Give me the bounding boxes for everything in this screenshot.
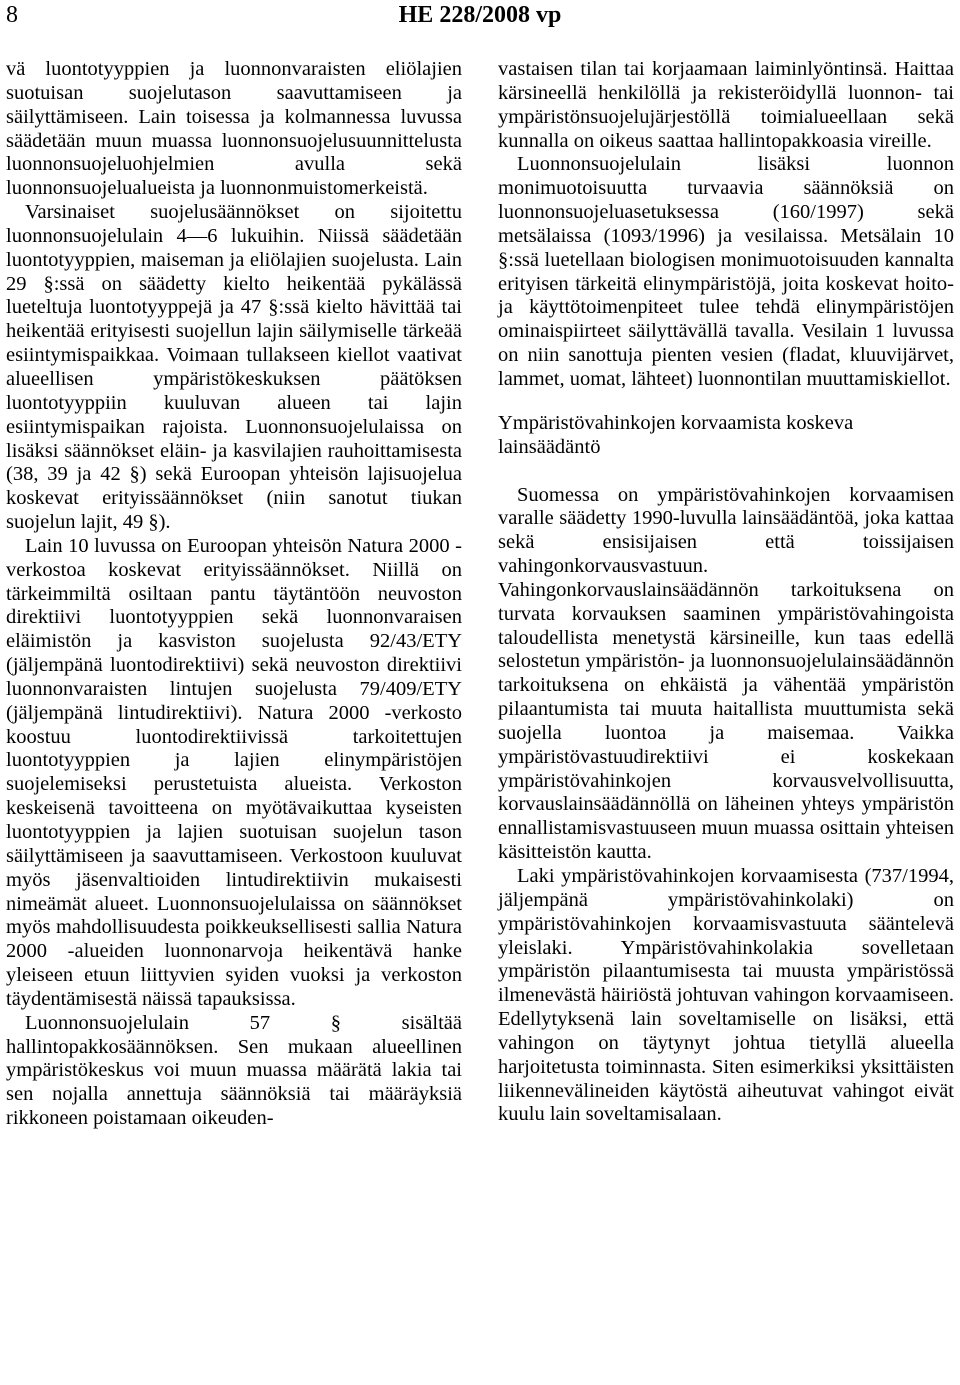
paragraph: Luonnonsuojelulain lisäksi luonnon monimuotoisuutta turvaavia säännöksiä on luonnonsuojeluasetuksessa (160/1997) sekä metsälaissa (1093/1996) ja vesilaissa. Metsälain 10 §:ssä luetellaan biologisen monimuotoisuuden kannalta erityisen tärkeitä elinympäristöjä, joita koskevat hoito- ja käyttötoimenpiteet tulee tehdä elinympäristöjen ominaispiirteet säilyttävällä tavalla. Vesilain 1 luvussa on niin sanottuja pienten vesien (fladat, kluuvijärvet, lammet, uomat, lähteet) luonnontilan muuttamiskiellot.	[498, 153, 954, 390]
paragraph: vä luontotyyppien ja luonnonvaraisten eliölajien suotuisan suojelutason saavuttamiseen ja säilyttämiseen. Lain toisessa ja kolmannessa luvussa säädetään muun muassa luonnonsuojelusuunnittelusta luonnonsuojeluohjelmien avulla sekä luonnonsuojelualueista ja luonnonmuistomerkeistä.	[6, 58, 462, 200]
paragraph: Varsinaiset suojelusäännökset on sijoitettu luonnonsuojelulain 4—6 lukuihin. Niissä säädetään luontotyyppien, maiseman ja eliölajien suojelusta. Lain 29 §:ssä on säädetty kielto heikentää pykälässä lueteltuja luontotyyppejä ja 47 §:ssä kielto hävittää tai heikentää erityisesti suojellun lajin säilymiselle tärkeää esiintymispaikkaa. Voimaan tullakseen kiellot vaativat alueellisen ympäristökeskuksen päätöksen luontotyyppiin kuuluvan alueen tai lajin esiintymispaikan rajoista. Luonnonsuojelulaissa on lisäksi säännökset eläin- ja kasvilajien rauhoittamisesta (38, 39 ja 42 §) sekä Euroopan yhteisön lajisuojelua koskevat erityissäännökset (niin sanotut tiukan suojelun lajit, 49 §).	[6, 201, 462, 534]
paragraph: Luonnonsuojelulain 57 § sisältää hallintopakkosäännöksen. Sen mukaan alueellinen ympäristökeskus voi muun muassa määrätä lakia tai sen nojalla annettuja säännöksiä tai määräyksiä rikkoneen poistamaan oikeuden-	[6, 1011, 462, 1130]
section-heading: Ympäristövahinkojen korvaamista koskeva lainsäädäntö	[498, 411, 854, 458]
paragraph: vastaisen tilan tai korjaamaan laiminlyöntinsä. Haittaa kärsineellä henkilöllä ja rekisteröidyllä luonnon- tai ympäristönsuojelujärjestöllä toimialueellaan sekä kunnalla on oikeus saattaa hallintopakkoasia vireille.	[498, 58, 954, 152]
document-code: HE 228/2008 vp	[398, 2, 562, 28]
paragraph: Laki ympäristövahinkojen korvaamisesta (737/1994, jäljempänä ympäristövahinkolaki) on ympäristövahinkojen korvaamisvastuuta sääntelevä yleislaki. Ympäristövahinkolakia sovelletaan ympäristön pilaantumisesta tai muusta ympäristössä ilmenevästä häiriöstä johtuvan vahingon korvaamiseen. Edellytyksenä lain soveltamiselle on lisäksi, että vahingon on täytynyt johtua tietyllä alueella harjoitetusta toiminnasta. Siten esimerkiksi yksittäisten liikennevälineiden käytöstä aiheutuvat vahingot eivät kuulu lain soveltamisalaan.	[498, 865, 954, 1126]
right-column	[498, 58, 954, 1127]
page-number: 8	[6, 2, 18, 28]
left-column	[6, 58, 462, 1131]
page-header	[0, 0, 960, 40]
paragraph: Suomessa on ympäristövahinkojen korvaamisen varalle säädetty 1990-luvulla lainsäädäntöä, joka kattaa sekä ensisijaisen että toissijaisen vahingonkorvausvastuun. Vahingonkorvauslainsäädännön tarkoituksena on turvata korvauksen saaminen ympäristövahingoista taloudellista menetystä kärsineille, kun taas edellä selostetun ympäristön- ja luonnonsuojelulainsäädännön tarkoituksena on ehkäistä ja vähentää ympäristön pilaantumista tai muuta haitallista muuttumista sekä suojella luontoa ja maisemaa. Vaikka ympäristövastuudirektiivi ei koskekaan ympäristövahinkojen korvausvelvollisuutta, korvauslainsäädännöllä on läheinen yhteys ympäristön ennallistamisvastuuseen muun muassa osittain yhteisen käsitteistön kautta.	[498, 483, 954, 864]
paragraph: Lain 10 luvussa on Euroopan yhteisön Natura 2000 -verkostoa koskevat erityissäännökset. Niillä on tärkeimmiltä osiltaan pantu täytäntöön neuvoston direktiivi luontotyyppien sekä luonnonvaraisen eläimistön ja kasviston suojelusta 92/43/ETY (jäljempänä luontodirektiivi) sekä neuvoston direktiivi luonnonvaraisten lintujen suojelusta 79/409/ETY (jäljempänä lintudirektiivi). Natura 2000 -verkosto koostuu luontodirektiivissä tarkoitettujen luontotyyppien ja lajien elinympäristöjen suojelemiseksi perustetuista alueista. Verkoston keskeisenä tavoitteena on myötävaikuttaa kyseisten luontotyyppien ja lajien suotuisan suojelun tason säilyttämiseen ja saavuttamiseen. Verkostoon kuuluvat myös jäsenvaltioiden lintudirektiivin mukaisesti nimeämät alueet. Luonnonsuojelulaissa on säännökset myös mahdollisuudesta poikkeuksellisesti sallia Natura 2000 -alueiden luonnonarvoja heikentävä hanke yleiseen etuun liittyvien syiden vuoksi ja verkoston täydentämisestä näissä tapauksissa.	[6, 534, 462, 1010]
